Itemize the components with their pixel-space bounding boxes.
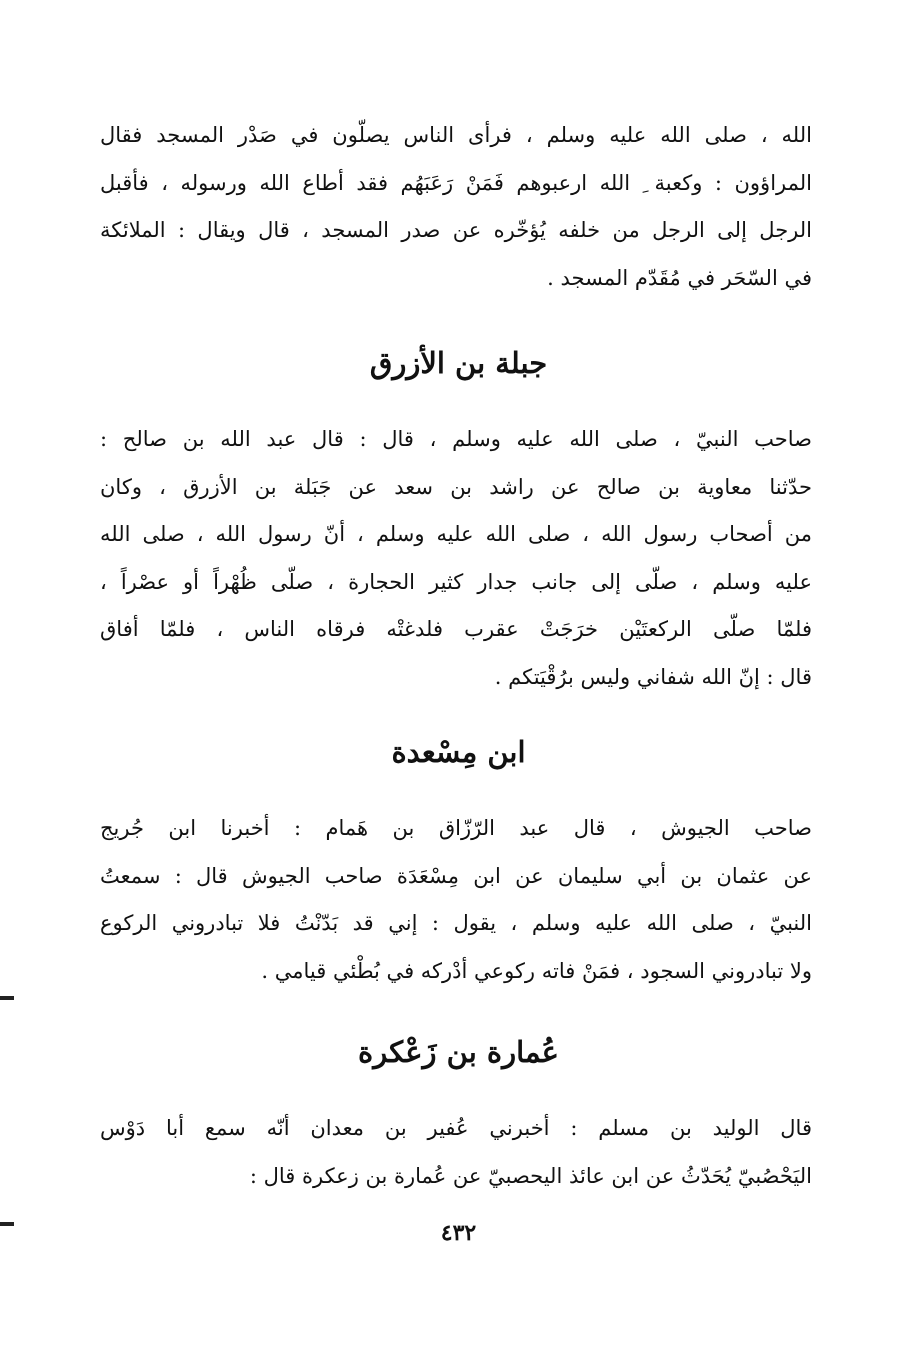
paragraph-line: فلمّا صلّى الركعتَيْن خرَجَتْ عقرب فلدغتْه فرقاه الناس ، فلمّا أفاق bbox=[100, 617, 812, 642]
section-heading: ابن مِسْعدة bbox=[391, 735, 526, 769]
paragraph-line: عن عثمان بن أبي سليمان عن ابن مِسْعَدَة صاحب الجيوش قال : سمعتُ bbox=[100, 863, 812, 888]
section-heading: عُمارة بن زَعْكرة bbox=[358, 1035, 559, 1069]
paragraph-line: في السّحَر في مُقَدّم المسجد . bbox=[547, 265, 812, 290]
section-paragraph bbox=[100, 416, 812, 702]
scan-edge-mark bbox=[0, 996, 14, 1000]
scan-edge-mark bbox=[0, 1222, 14, 1226]
paragraph-line: قال : إنّ الله شفاني وليس برُقْيَتكم . bbox=[494, 664, 812, 689]
paragraph-line: اليَحْصُبيّ يُحَدّثُ عن ابن عائذ اليحصبيّ عن عُمارة بن زعكرة قال : bbox=[249, 1163, 812, 1188]
intro-paragraph bbox=[100, 112, 812, 302]
section-paragraph bbox=[100, 805, 812, 995]
paragraph-line: النبيّ ، صلى الله عليه وسلم ، يقول : إني قد بَدّنْتُ فلا تبادروني الركوع bbox=[100, 911, 812, 936]
section-paragraph bbox=[100, 1105, 812, 1200]
section-heading: جبلة بن الأزرق bbox=[369, 346, 548, 380]
paragraph-line: حدّثنا معاوية بن صالح عن راشد بن سعد عن جَبَلة بن الأزرق ، وكان bbox=[100, 474, 812, 499]
paragraph-line: قال الوليد بن مسلم : أخبرني عُفير بن معدان أنّه سمع أبا دَوْس bbox=[100, 1116, 812, 1140]
paragraph-line: من أصحاب رسول الله ، صلى الله عليه وسلم ، أنّ رسول الله ، صلى الله bbox=[100, 522, 812, 547]
paragraph-line: الرجل إلى الرجل من خلفه يُؤخّره عن صدر المسجد ، قال ويقال : الملائكة bbox=[100, 218, 812, 243]
paragraph-line: ولا تبادروني السجود ، فمَنْ فاته ركوعي أدْركه في بُطْئي قيامي . bbox=[261, 958, 812, 983]
paragraph-line: عليه وسلم ، صلّى إلى جانب جدار كثير الحجارة ، صلّى ظُهْراً أو عصْراً ، bbox=[100, 569, 812, 594]
paragraph-line: الله ، صلى الله عليه وسلم ، فرأى الناس يصلّون في صَدْر المسجد فقال bbox=[100, 123, 812, 147]
paragraph-line: المراؤون : وكعبة ِ الله ارعبوهم فَمَنْ رَعَبَهُم فقد أطاع الله ورسوله ، فأقبل bbox=[100, 170, 812, 195]
page-number: ٤٣٢ bbox=[440, 1220, 477, 1246]
paragraph-line: صاحب النبيّ ، صلى الله عليه وسلم ، قال : قال عبد الله بن صالح : bbox=[100, 427, 812, 451]
paragraph-line: صاحب الجيوش ، قال عبد الرّزّاق بن هَمام : أخبرنا ابن جُريج bbox=[100, 816, 812, 840]
